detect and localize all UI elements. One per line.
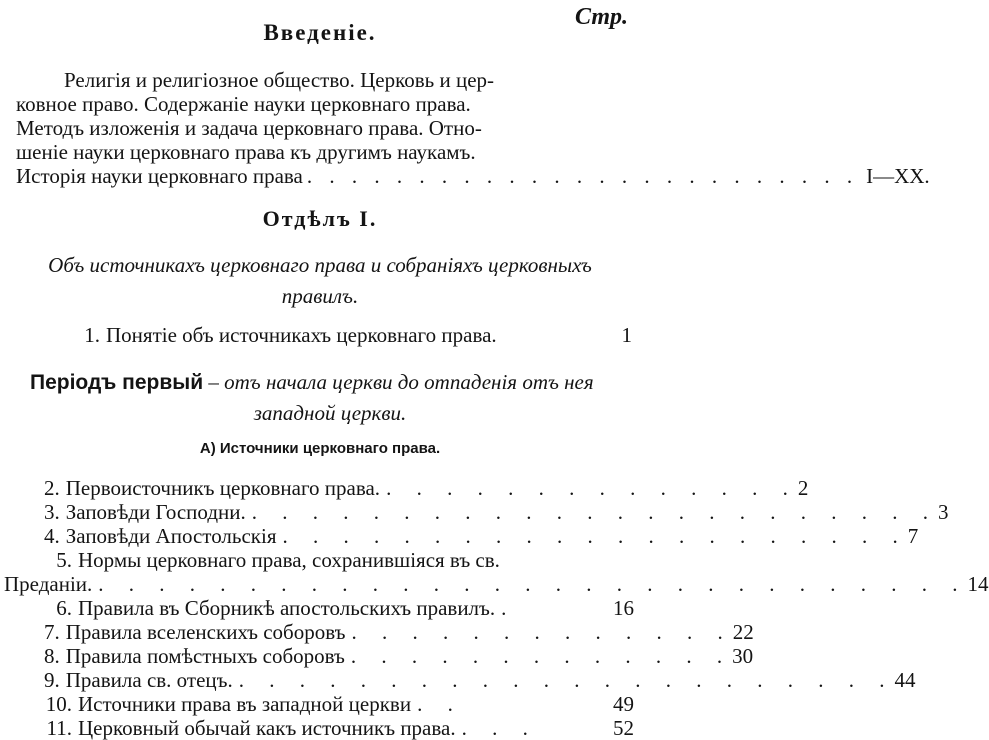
intro-line: Методъ изложенія и задача церковнаго права. Отно-: [16, 116, 482, 140]
intro-page-range: I—XX.: [866, 164, 930, 188]
dot-leader: . . . . . . . . . . . . . .: [386, 476, 798, 500]
entry-page: 22: [732, 620, 754, 644]
toc-list: [4, 476, 989, 740]
intro-line: шеніе науки церковнаго права къ другимъ наукамъ.: [16, 140, 476, 164]
entry-label: Правила помѣстныхъ соборовъ: [65, 644, 345, 668]
dot-leader: . . . . . . . . . . . . . . . . . . . . . . . . .: [306, 164, 859, 188]
section-title: [0, 250, 640, 312]
intro-line: ковное право. Содержаніе науки церковнаго права.: [16, 92, 471, 116]
entry-number: 10.: [45, 692, 72, 716]
page-column-label: Стр.: [574, 4, 628, 30]
intro-line: Религія и религіозное общество. Церковь и цер-: [64, 68, 495, 92]
toc-entry: [44, 668, 916, 692]
entry-label: Правила въ Сборникѣ апостольскихъ правилъ.: [78, 596, 496, 620]
entry-page: 16: [613, 596, 634, 620]
dot-leader: . .: [417, 692, 463, 716]
intro-paragraph: [16, 68, 930, 188]
toc-entry: [44, 620, 754, 644]
entry-label: Преданіи.: [4, 572, 93, 596]
entry-number: 8.: [44, 644, 60, 668]
entry-number: 7.: [44, 620, 60, 644]
intro-heading: Введеніе.: [263, 20, 377, 45]
dot-leader: . . . . . . . . . . . . . . . . . . . . .: [282, 524, 908, 548]
entry-page: 49: [613, 692, 634, 716]
entry-number: 11.: [46, 716, 72, 740]
section-title-line: правилъ.: [281, 284, 359, 308]
entry-label: Источники права въ западной церкви: [78, 692, 412, 716]
toc-entry: [66, 323, 632, 347]
entry-label: Понятіе объ источникахъ церковнаго права.: [106, 323, 497, 347]
toc-entry: [44, 476, 809, 500]
toc-entry: [44, 644, 754, 668]
dot-leader: . . .: [461, 716, 538, 740]
period-subtitle: отъ начала церкви до отпаденія отъ нея: [224, 370, 594, 394]
entry-page: 3: [937, 500, 949, 524]
entry-number: 2.: [44, 476, 60, 500]
entry-page: 14: [967, 572, 989, 596]
period-dash: –: [203, 370, 225, 394]
dot-leader: . . . . . . . . . . . . . . . . . . . . . . .: [251, 500, 938, 524]
dot-leader: .: [501, 596, 517, 620]
toc-entry: [44, 524, 919, 548]
dot-leader: . . . . . . . . . . . . . . . . . . . . . . . . . . . . .: [98, 572, 968, 596]
dot-leader: . . . . . . . . . . . . . . . . . . . . . .: [238, 668, 895, 692]
entry-number: 5.: [56, 548, 72, 572]
entry-label: Нормы церковнаго права, сохранившіяся въ св.: [78, 548, 500, 572]
entry-number: 3.: [44, 500, 60, 524]
period-heading: [30, 367, 640, 429]
entry-page: 52: [613, 716, 634, 740]
entry-page: 2: [797, 476, 809, 500]
intro-last-text: Исторія науки церковнаго права: [16, 164, 303, 188]
entry-page: 1: [621, 323, 632, 347]
entry-label: Правила св. отецъ.: [65, 668, 233, 692]
entry-label: Правила вселенскихъ соборовъ: [65, 620, 346, 644]
entry-number: 9.: [44, 668, 60, 692]
period-title: Періодъ первый: [30, 371, 204, 394]
entry-number: 4.: [44, 524, 60, 548]
entry-page: 30: [732, 644, 754, 668]
toc-entry: [4, 572, 989, 596]
toc-entry: [44, 716, 634, 740]
toc-entry: [44, 692, 634, 716]
entry-page: 7: [907, 524, 919, 548]
entry-label: Заповѣди Господни.: [65, 500, 246, 524]
toc-entry: [44, 596, 634, 620]
entry-label: Первоисточникъ церковнаго права.: [65, 476, 381, 500]
period-subtitle-cont: западной церкви.: [253, 401, 407, 425]
dot-leader: . . . . . . . . . . . . .: [351, 620, 733, 644]
subsection-heading: А) Источники церковнаго права.: [199, 440, 441, 457]
entry-number: 6.: [56, 596, 72, 620]
toc-entry: [44, 500, 949, 524]
dot-leader: . . . . . . . . . . . . .: [350, 644, 733, 668]
entry-page: 44: [894, 668, 916, 692]
section-title-line: Объ источникахъ церковнаго права и собраніяхъ церковныхъ: [48, 253, 592, 277]
entry-label: Церковный обычай какъ источникъ права.: [78, 716, 456, 740]
intro-last-line: [16, 164, 930, 188]
entry-label: Заповѣди Апостольскія: [65, 524, 277, 548]
toc-entry: [44, 548, 634, 572]
section-heading: Отдѣлъ I.: [262, 206, 378, 231]
entry-number: 1.: [84, 323, 100, 347]
